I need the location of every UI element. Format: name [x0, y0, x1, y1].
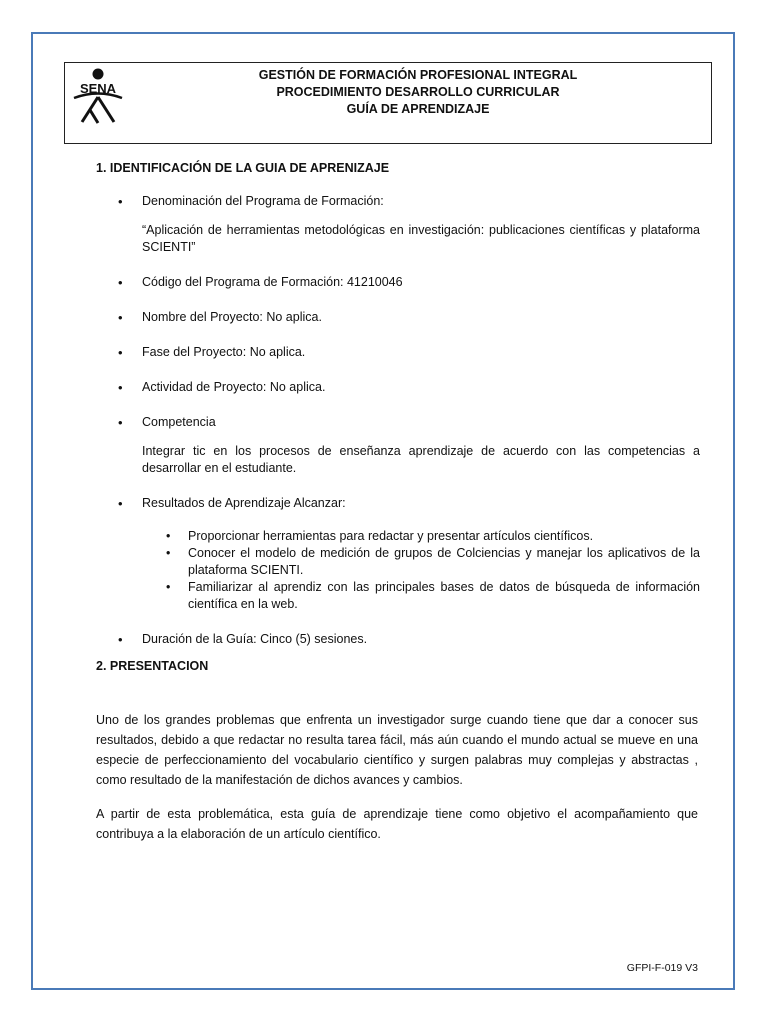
sub-list-item: • Familiarizar al aprendiz con las principales bases de datos de búsqueda de información científica en la web. — [142, 579, 700, 613]
paragraph: A partir de esta problemática, esta guía de aprendizaje tiene como objetivo el acompañamiento que contribuya a la elaboración de un artículo científico. — [96, 807, 698, 841]
sena-logo — [70, 67, 126, 125]
presentation-section — [96, 710, 698, 858]
document-body — [96, 160, 700, 691]
item-label: • Denominación del Programa de Formación: — [142, 194, 384, 208]
item-label: • Duración de la Guía: Cinco (5) sesiones. — [142, 632, 368, 646]
document-header — [64, 62, 712, 144]
header-line-2: PROCEDIMIENTO DESARROLLO CURRICULAR — [276, 85, 560, 99]
list-item — [96, 274, 700, 291]
list-item — [96, 193, 700, 256]
item-label: • Actividad de Proyecto: No aplica. — [142, 380, 326, 394]
item-label: • Nombre del Proyecto: No aplica. — [142, 310, 322, 324]
learning-results-list — [142, 528, 700, 613]
item-detail: “Aplicación de herramientas metodológicas en investigación: publicaciones científicas y plataforma SCIENTI” — [142, 223, 700, 254]
logo-text: SENA — [79, 81, 117, 96]
item-detail: Integrar tic en los procesos de enseñanza aprendizaje de acuerdo con las competencias a desarrollar en el estudiante. — [142, 444, 700, 475]
item-label: • Fase del Proyecto: No aplica. — [142, 345, 306, 359]
list-item — [96, 414, 700, 477]
item-label: • Resultados de Aprendizaje Alcanzar: — [142, 496, 346, 510]
header-line-1: GESTIÓN DE FORMACIÓN PROFESIONAL INTEGRAL — [258, 68, 578, 82]
sub-list-item: • Conocer el modelo de medición de grupos de Colciencias y manejar los aplicativos de la plataforma SCIENTI. — [142, 545, 700, 579]
section-1-title: 1. IDENTIFICACIÓN DE LA GUIA DE APRENIZAJE — [96, 161, 390, 175]
list-item — [96, 495, 700, 613]
identification-list — [96, 193, 700, 648]
list-item — [96, 309, 700, 326]
list-item — [96, 344, 700, 361]
header-line-3: GUÍA DE APRENDIZAJE — [346, 102, 490, 116]
section-2-title: 2. PRESENTACION — [96, 659, 209, 673]
form-code: GFPI-F-019 V3 — [626, 962, 698, 974]
item-label: • Código del Programa de Formación: 41210046 — [142, 275, 403, 289]
list-item — [96, 379, 700, 396]
item-label: • Competencia — [142, 415, 216, 429]
paragraph: Uno de los grandes problemas que enfrenta un investigador surge cuando tiene que dar a conocer sus resultados, debido a que redactar no resulta tarea fácil, más aún cuando el mundo actual se mueve en una especie de perfeccionamiento del vocabulario científico y surgen palabras muy complejas y abstractas , como resultado de la manifestación de dichos avances y cambios. — [96, 713, 698, 787]
list-item — [96, 631, 700, 648]
sub-list-item: • Proporcionar herramientas para redactar y presentar artículos científicos. — [142, 528, 700, 545]
